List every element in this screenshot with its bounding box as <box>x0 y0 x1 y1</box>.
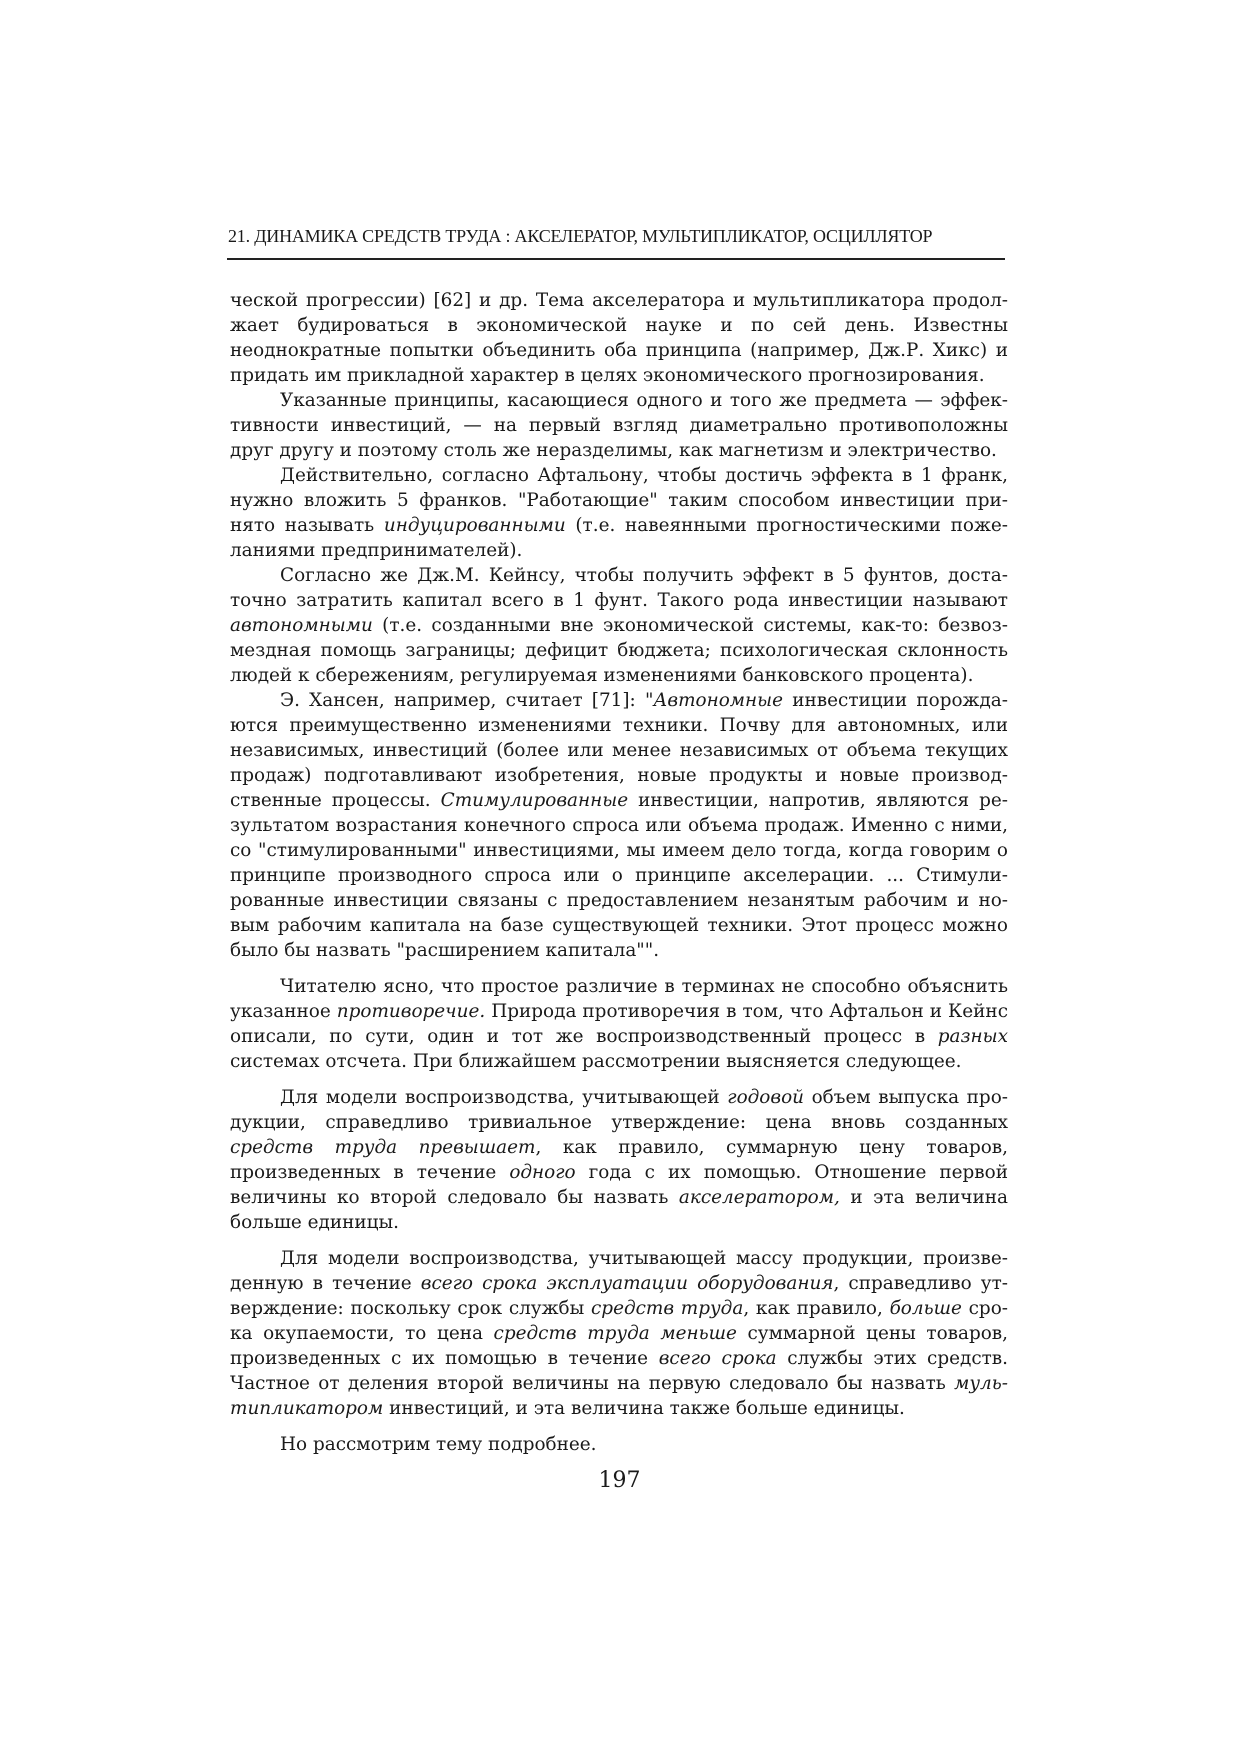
paragraph <box>230 388 1008 463</box>
text-run: , как правило, суммарную цену товаров, произведенных в течение <box>230 1137 1009 1183</box>
text-run: Природа противоречия в том, что Афтальон и Кейнс описали, по сути, один и тот же воспроизводственный процесс в <box>230 1001 1008 1047</box>
text-run: системах отсчета. При ближайшем рассмотрении выясняется следующее. <box>230 1051 962 1072</box>
italic-term: Автономные <box>653 690 784 711</box>
text-run: , как правило, <box>743 1298 890 1319</box>
text-run: Для модели воспроизводства, учитывающей массу продукции, произведенную в течение <box>230 1248 1008 1294</box>
paragraph <box>230 288 1008 388</box>
text-run: Э. Хансен, например, считает [71]: " <box>280 690 654 711</box>
text-run: Действительно, согласно Афтальону, чтобы достичь эффекта в 1 франк, нужно вложить 5 франков. "Работающие" таким способом инвестиции принято называть <box>230 465 1008 536</box>
italic-term: автономными <box>230 615 373 636</box>
italic-term: одного <box>509 1162 576 1183</box>
paragraph <box>230 1432 1008 1457</box>
paragraph <box>230 1246 1008 1421</box>
text-run: суммарной цены товаров, произведенных с их помощью в течение <box>230 1323 1008 1369</box>
italic-term: средств труда <box>591 1298 744 1319</box>
text-run: службы этих средств. Частное от деления второй величины на первую следовало бы назвать <box>230 1348 1008 1394</box>
text-run: и эта величина больше единицы. <box>230 1187 1008 1233</box>
text-run: срока окупаемости, то цена <box>230 1298 1009 1344</box>
paragraph <box>230 463 1008 563</box>
text-run: ческой прогрессии) [62] и др. Тема акселератора и мультипликатора продолжает будироваться в экономической науке и по сей день. Известны неоднократные попытки объединить оба принципа (например, Дж.Р. Хикс) и придать им прикладной характер в целях экономического прогнозирования. <box>230 290 1008 386</box>
italic-term: акселератором, <box>678 1187 840 1208</box>
text-run: Но рассмотрим тему подробнее. <box>280 1434 597 1455</box>
running-header: 21. ДИНАМИКА СРЕДСТВ ТРУДА : АКСЕЛЕРАТОР, МУЛЬТИПЛИКАТОР, ОСЦИЛЛЯТОР <box>228 226 933 246</box>
text-run: инвестиции порождаются преимущественно изменениями техники. Почву для автономных, или независимых, инвестиций (более или менее независимых от объема текущих продаж) подготавливают изобретения, новые продукты и новые производственные процессы. <box>230 690 1008 811</box>
text-run: инвестиции, напротив, являются результатом возрастания конечного спроса или объема продаж. Именно с ними, со "стимулированными" инвестициями, мы имеем дело тогда, когда говорим о принципе производного спроса или о принципе акселерации. ... Стимулированные инвестиции связаны с предоставлением незанятым рабочим и новым рабочим капитала на базе существующей техники. Этот процесс можно было бы назвать "расширением капитала"". <box>230 790 1008 961</box>
text-run: объем выпуска продукции, справедливо тривиальное утверждение: цена вновь созданных <box>230 1087 1008 1133</box>
italic-term: годовой <box>727 1087 804 1108</box>
italic-term: средств труда превышает <box>230 1137 536 1158</box>
paragraph <box>230 1085 1008 1235</box>
text-run: , справедливо утверждение: поскольку срок службы <box>230 1273 1008 1319</box>
text-run: (т.е. навеянными прогностическими пожеланиями предпринимателей). <box>230 515 1008 561</box>
italic-term: мультипликатором <box>230 1373 1008 1419</box>
paragraph <box>230 563 1008 688</box>
header-rule <box>227 258 1005 260</box>
text-run: (т.е. созданными вне экономической системы, как-то: безвозмездная помощь заграницы; дефицит бюджета; психологическая склонность людей к сбережениям, регулируемая изменениями банковского процента). <box>230 615 1008 686</box>
text-run: Для модели воспроизводства, учитывающей <box>280 1087 728 1108</box>
italic-term: противоречие. <box>336 1001 486 1022</box>
italic-term: всего срока эксплуатации оборудования <box>420 1273 834 1294</box>
italic-term: средств труда меньше <box>493 1323 737 1344</box>
italic-term: больше <box>889 1298 962 1319</box>
text-run: инвестиций, и эта величина также больше единицы. <box>383 1398 905 1419</box>
italic-term: разных <box>937 1026 1008 1047</box>
italic-term: индуцированными <box>383 515 566 536</box>
paragraph <box>230 974 1008 1074</box>
text-run: Читателю ясно, что простое различие в терминах не способно объяснить указанное <box>230 976 1008 1022</box>
page-number: 197 <box>598 1468 641 1493</box>
italic-term: Стимулированные <box>440 790 629 811</box>
body-text <box>230 288 1008 1457</box>
text-run: года с их помощью. Отношение первой величины ко второй следовало бы назвать <box>230 1162 1008 1208</box>
paragraph <box>230 688 1008 963</box>
text-run: Указанные принципы, касающиеся одного и того же предмета — эффективности инвестиций, — на первый взгляд диаметрально противоположны друг другу и поэтому столь же неразделимы, как магнетизм и электричество. <box>230 390 1008 461</box>
text-run: Согласно же Дж.М. Кейнсу, чтобы получить эффект в 5 фунтов, достаточно затратить капитал всего в 1 фунт. Такого рода инвестиции называют <box>230 565 1008 611</box>
italic-term: всего срока <box>658 1348 777 1369</box>
